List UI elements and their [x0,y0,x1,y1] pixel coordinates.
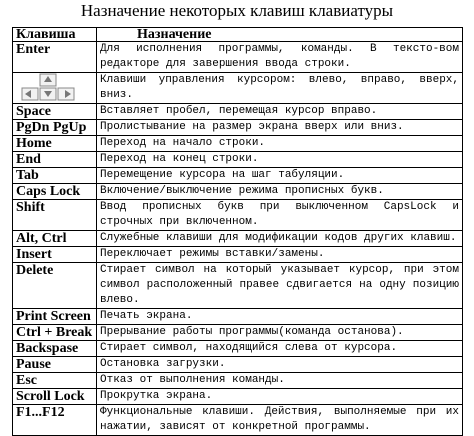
key-description: Переход на конец строки. [97,152,463,168]
table-row [13,325,463,341]
key-description: Отказ от выполнения команды. [97,373,463,389]
keys-table [12,27,463,436]
table-row [13,389,463,405]
table-row [13,73,463,104]
key-description: Остановка загрузки. [97,357,463,373]
key-name: Home [13,136,97,152]
key-description: Печать экрана. [97,309,463,325]
key-name: Ctrl + Break [13,325,97,341]
key-name: Space [13,104,97,120]
table-header-row [13,28,463,42]
key-description: Прерывание работы программы(команда останова). [97,325,463,341]
table-row [13,263,463,309]
page-title: Назначение некоторых клавиш клавиатуры [80,1,394,20]
table-row [13,184,463,200]
key-description: Перемещение курсора на шаг табуляции. [97,168,463,184]
key-description: Ввод прописных букв при выключенном CapsLock и строчных при включенном. [97,200,463,231]
table-row [13,42,463,73]
key-description: Пролистывание на размер экрана вверх или вниз. [97,120,463,136]
key-name: Delete [13,263,97,309]
table-row [13,309,463,325]
key-description: Функциональные клавиши. Действия, выполняемые при их нажатии, зависят от конкретной программы. [97,405,463,436]
key-name: PgDn PgUp [13,120,97,136]
key-name: End [13,152,97,168]
key-description: Для исполнения программы, команды. В тексто-вом редакторе для завершения ввода строки. [97,42,463,73]
table-row [13,120,463,136]
key-name: Alt, Ctrl [13,231,97,247]
table-row [13,405,463,436]
key-name: F1...F12 [13,405,97,436]
key-name: Enter [13,42,97,73]
key-name: Esc [13,373,97,389]
key-name: Backspase [13,341,97,357]
key-description: Прокрутка экрана. [97,389,463,405]
table-row [13,136,463,152]
key-description: Служебные клавиши для модификации кодов других клавиш. [97,231,463,247]
key-name: Pause [13,357,97,373]
key-description: Включение/выключение режима прописных букв. [97,184,463,200]
key-description: Клавиши управления курсором: влево, вправо, вверх, вниз. [97,73,463,104]
table-row [13,247,463,263]
key-name [13,73,97,104]
key-name: Tab [13,168,97,184]
table-row [13,373,463,389]
table-row [13,168,463,184]
key-name: Caps Lock [13,184,97,200]
key-name: Print Screen [13,309,97,325]
key-description: Переключает режимы вставки/замены. [97,247,463,263]
table-row [13,200,463,231]
header-purpose: Назначение [97,28,463,42]
table-row [13,104,463,120]
table-row [13,231,463,247]
key-name: Scroll Lock [13,389,97,405]
key-name: Shift [13,200,97,231]
table-row [13,341,463,357]
key-description: Переход на начало строки. [97,136,463,152]
key-description: Стирает символ на который указывает курсор, при этом символ расположенный правее сдвигается на одну позицию влево. [97,263,463,309]
key-description: Стирает символ, находящийся слева от курсора. [97,341,463,357]
table-row [13,152,463,168]
header-key: Клавиша [13,28,97,42]
key-name: Insert [13,247,97,263]
key-description: Вставляет пробел, перемещая курсор вправо. [97,104,463,120]
table-row [13,357,463,373]
arrow-keys-icon [16,73,88,101]
